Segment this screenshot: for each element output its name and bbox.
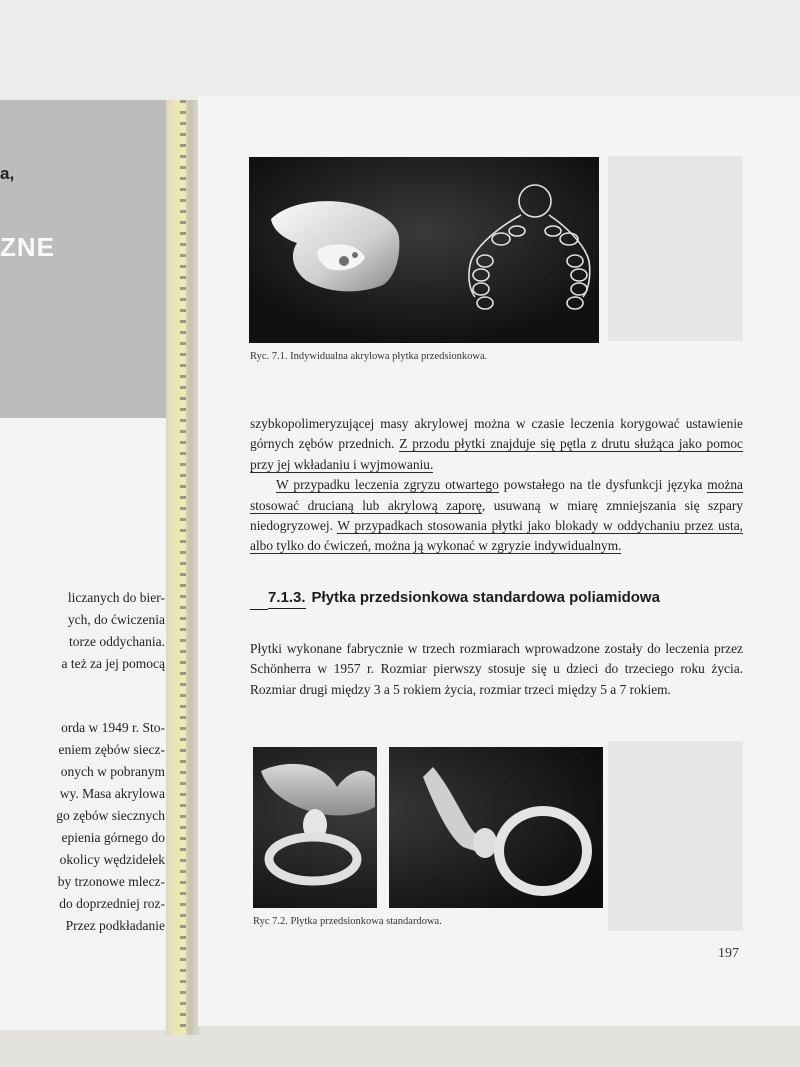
left-text-line: onych w pobranym: [60, 764, 165, 779]
underlined-passage: można stosować drucianą lub akrylową zaporę: [250, 477, 743, 513]
left-text-line: orda w 1949 r. Sto-: [61, 720, 165, 735]
left-chapter-title-fragment: ZNE: [0, 232, 55, 262]
left-text-gap: [0, 678, 165, 720]
left-text-line: wy. Masa akrylowa: [59, 786, 165, 801]
right-page: [198, 96, 800, 1026]
left-text-line: epienia górnego do: [61, 830, 165, 845]
paragraph-2-text: , usuwaną w miarę zmniejszania się szpary niedogryzowej.: [250, 497, 743, 534]
left-text-line: a też za jej pomocą: [61, 656, 165, 671]
left-text-line: by trzonowe mlecz-: [57, 874, 165, 889]
left-text-line: go zębów siecznych: [56, 808, 165, 823]
figure-2-photo: [253, 747, 603, 908]
underlined-passage: W przypadku leczenia zgryzu otwartego: [276, 477, 499, 493]
paragraph-1: [250, 414, 743, 475]
figure-1-caption: Ryc. 7.1. Indywidualna akrylowa płytka przedsionkowa.: [250, 351, 488, 362]
section-number: 7.1.3.: [268, 589, 306, 609]
background-top: [0, 0, 800, 100]
book-binding: [166, 100, 200, 1035]
left-text-line: ych, do ćwiczenia: [67, 612, 165, 627]
section-heading-rule: [250, 609, 268, 610]
section-text-block: [250, 639, 743, 700]
section-heading: [268, 589, 660, 606]
left-text-line: do doprzedniej roz-: [59, 896, 165, 911]
show-through-shadow: [608, 741, 743, 931]
paragraph-3: Płytki wykonane fabrycznie w trzech rozmiarach wprowadzone zostały do leczenia przez Schönherra w 1957 r. Rozmiar pierwszy stosuje się u dzieci do trzeciego roku życia. Rozmiar drugi między 3 a 5 rokiem życia, rozmiar trzeci między 5 a 7 rokiem.: [250, 641, 743, 697]
main-text-block: [250, 414, 743, 557]
underlined-passage: W przypadkach stosowania płytki jako blokady w oddychaniu przez usta, albo tylko do ćwiczeń, można ją wykonać w zgryzie indywidualnym.: [250, 518, 743, 554]
paragraph-2-text: powstałego na tle dysfunkcji języka: [498, 477, 708, 493]
paragraph-2: [250, 475, 743, 557]
left-page-text: [0, 590, 165, 940]
left-header-fragment: a,: [0, 164, 15, 183]
left-page: [0, 100, 172, 1030]
left-text-line: okolicy wędzidełek: [59, 852, 165, 867]
left-text-line: Przez podkładanie: [65, 918, 165, 933]
left-text-line: eniem zębów siecz-: [58, 742, 165, 757]
left-text-line: liczanych do bier-: [67, 590, 165, 605]
left-text-line: torze oddychania.: [69, 634, 165, 649]
binding-stitches: [180, 100, 186, 1035]
section-title: Płytka przedsionkowa standardowa poliamidowa: [311, 589, 660, 606]
page-number: 197: [718, 946, 739, 961]
figure-2-caption: Ryc 7.2. Płytka przedsionkowa standardowa.: [253, 916, 442, 927]
show-through-shadow: [608, 156, 743, 341]
figure-1-photo: [249, 157, 599, 343]
paragraph-1-text: szybkopolimeryzującej masy akrylowej można w czasie leczenia korygować ustawienie górnych zębów przednich.: [250, 416, 743, 452]
left-page-header-band: [0, 100, 172, 418]
underlined-passage: Z przodu płytki znajduje się pętla z drutu służąca jako pomoc przy jej wkładaniu i wyjmowaniu.: [250, 436, 744, 472]
